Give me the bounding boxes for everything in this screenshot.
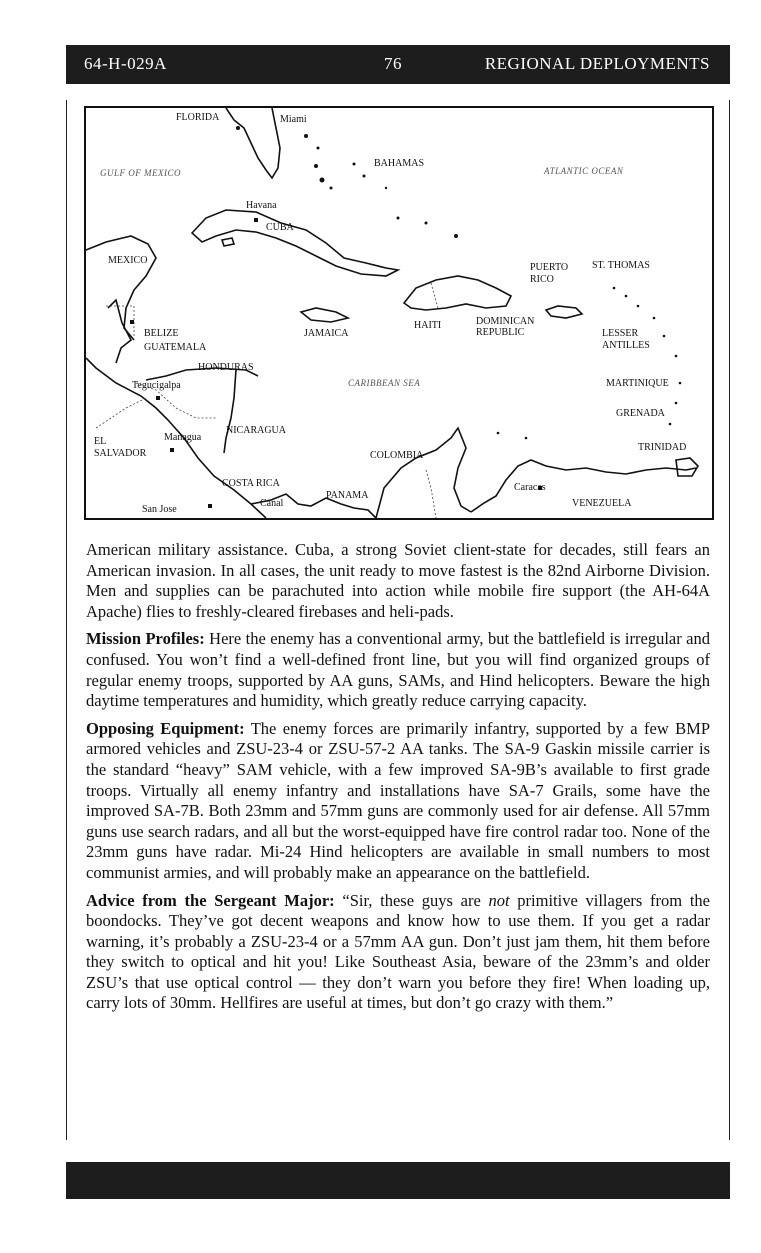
label-miami: Miami xyxy=(280,114,307,125)
label-colombia: COLOMBIA xyxy=(370,450,424,461)
label-honduras: HONDURAS xyxy=(198,362,254,373)
page-footer-bar xyxy=(66,1162,730,1199)
gulf-coast-mexico xyxy=(86,236,156,340)
label-trinidad: TRINIDAD xyxy=(638,442,687,453)
opposing-equipment-text: The enemy forces are primarily infantry, supported by a few BMP armored vehicles and ZSU-23-4 or ZSU-57-2 AA tanks. The SA-9 Gaskin missile carrier is the standard “heavy” SAM vehicle, with a few improved SA-9B’s available to first grade troops. Virtually all enemy infantry and installations have SA-7 Grails, some have the improved SA-7B. Both 23mm and 57mm guns are commonly used for air defense. All 57mm guns use search radars, and all but the worst-equipped have fire control radar too. None of the 23mm guns have radar. Mi-24 Hind helicopters are available in small numbers to most communist armies, and will probably make an appearance on the battlefield. xyxy=(86,718,710,882)
label-gulf: GULF OF MEXICO xyxy=(100,168,181,178)
paragraph-sergeant-advice xyxy=(86,891,710,1015)
page-header xyxy=(66,45,730,84)
florida-coast xyxy=(226,108,280,178)
label-panama: PANAMA xyxy=(326,490,369,501)
caribbean-map xyxy=(84,106,714,520)
label-belize: BELIZE xyxy=(144,328,179,339)
opposing-equipment-heading: Opposing Equipment: xyxy=(86,718,245,738)
label-costa-rica: COSTA RICA xyxy=(222,478,280,489)
document-code: 64-H-029A xyxy=(84,54,167,73)
label-tegucigalpa: Tegucigalpa xyxy=(132,380,181,391)
section-title: REGIONAL DEPLOYMENTS xyxy=(484,54,710,73)
label-caribbean: CARIBBEAN SEA xyxy=(348,378,421,388)
label-florida: FLORIDA xyxy=(176,112,220,123)
right-margin-rule xyxy=(729,100,730,1140)
sergeant-advice-emphasis: not xyxy=(488,890,510,910)
trinidad xyxy=(676,458,698,476)
paragraph-mission-profiles xyxy=(86,629,710,711)
puerto-rico xyxy=(546,306,582,318)
label-jamaica: JAMAICA xyxy=(304,328,349,339)
colombia-coast xyxy=(376,428,471,518)
label-grenada: GRENADA xyxy=(616,408,665,419)
label-caracas: Caracas xyxy=(514,482,546,493)
left-margin-rule xyxy=(66,100,67,1140)
label-lesser-1: LESSER xyxy=(602,328,639,339)
jamaica xyxy=(301,308,348,322)
label-dominican-2: REPUBLIC xyxy=(476,327,525,338)
label-st-thomas: ST. THOMAS xyxy=(592,260,650,271)
label-martinique: MARTINIQUE xyxy=(606,378,669,389)
hispaniola xyxy=(404,276,511,310)
label-canal: Canal xyxy=(260,498,284,509)
paragraph-opposing-equipment xyxy=(86,719,710,884)
sergeant-advice-heading: Advice from the Sergeant Major: xyxy=(86,890,335,910)
label-managua: Managua xyxy=(164,432,202,443)
label-atlantic: ATLANTIC OCEAN xyxy=(544,166,624,176)
map-svg xyxy=(86,108,712,518)
label-lesser-2: ANTILLES xyxy=(602,340,650,351)
mission-profiles-heading: Mission Profiles: xyxy=(86,629,205,649)
label-el-salvador-1: EL xyxy=(94,436,107,447)
paragraph-intro xyxy=(86,540,710,622)
map-labels xyxy=(94,112,686,515)
intro-text: American military assistance. Cuba, a strong Soviet client-state for decades, still fears an American invasion. In all cases, the unit ready to move fastest is the 82nd Airborne Division. Men and supplies can be parachuted into action while mobile fire support (the AH-64A Apache) flies to freshly-cleared firebases and heli-pads. xyxy=(86,540,710,621)
label-el-salvador-2: SALVADOR xyxy=(94,448,147,459)
sergeant-advice-text-b: primitive villagers from the boondocks. They’ve got decent weapons and know how to use them. If you get a radar warning, it’s probably a ZSU-23-4 or a 57mm AA gun. Don’t just jam them, hit them before they switch to optical and hit you! Like Southeast Asia, beware of the 23mm’s and older ZSU’s that use optical control — they don’t warn you before they fire! When loading up, carry lots of 30mm. Hellfires are useful at times, but don’t go crazy with them.” xyxy=(86,890,710,1013)
label-puerto-rico-2: RICO xyxy=(530,274,554,285)
isla-juventud xyxy=(222,238,234,246)
body-text xyxy=(86,540,710,1021)
label-puerto-rico-1: PUERTO xyxy=(530,262,569,273)
label-havana: Havana xyxy=(246,200,277,211)
label-haiti: HAITI xyxy=(414,320,442,331)
label-bahamas: BAHAMAS xyxy=(374,158,425,169)
label-venezuela: VENEZUELA xyxy=(572,498,632,509)
label-mexico: MEXICO xyxy=(108,255,148,266)
nicaragua-coast xyxy=(224,370,236,453)
label-guatemala: GUATEMALA xyxy=(144,342,207,353)
label-san-jose: San Jose xyxy=(142,504,177,515)
label-cuba: CUBA xyxy=(266,222,294,233)
sergeant-advice-text-a: “Sir, these guys are xyxy=(334,890,489,910)
label-nicaragua: NICARAGUA xyxy=(226,425,286,436)
label-dominican-1: DOMINICAN xyxy=(476,316,535,327)
mission-profiles-text: Here the enemy has a conventional army, but the battlefield is irregular and confused. You won’t find a well-defined front line, but you will find organized groups of regular enemy troops, supported by AA guns, SAMs, and Hind helicopters. Beware the high daytime temperatures and humidity, which greatly reduce carrying capacity. xyxy=(86,629,710,711)
page-number: 76 xyxy=(384,54,402,73)
city-markers xyxy=(130,218,542,508)
